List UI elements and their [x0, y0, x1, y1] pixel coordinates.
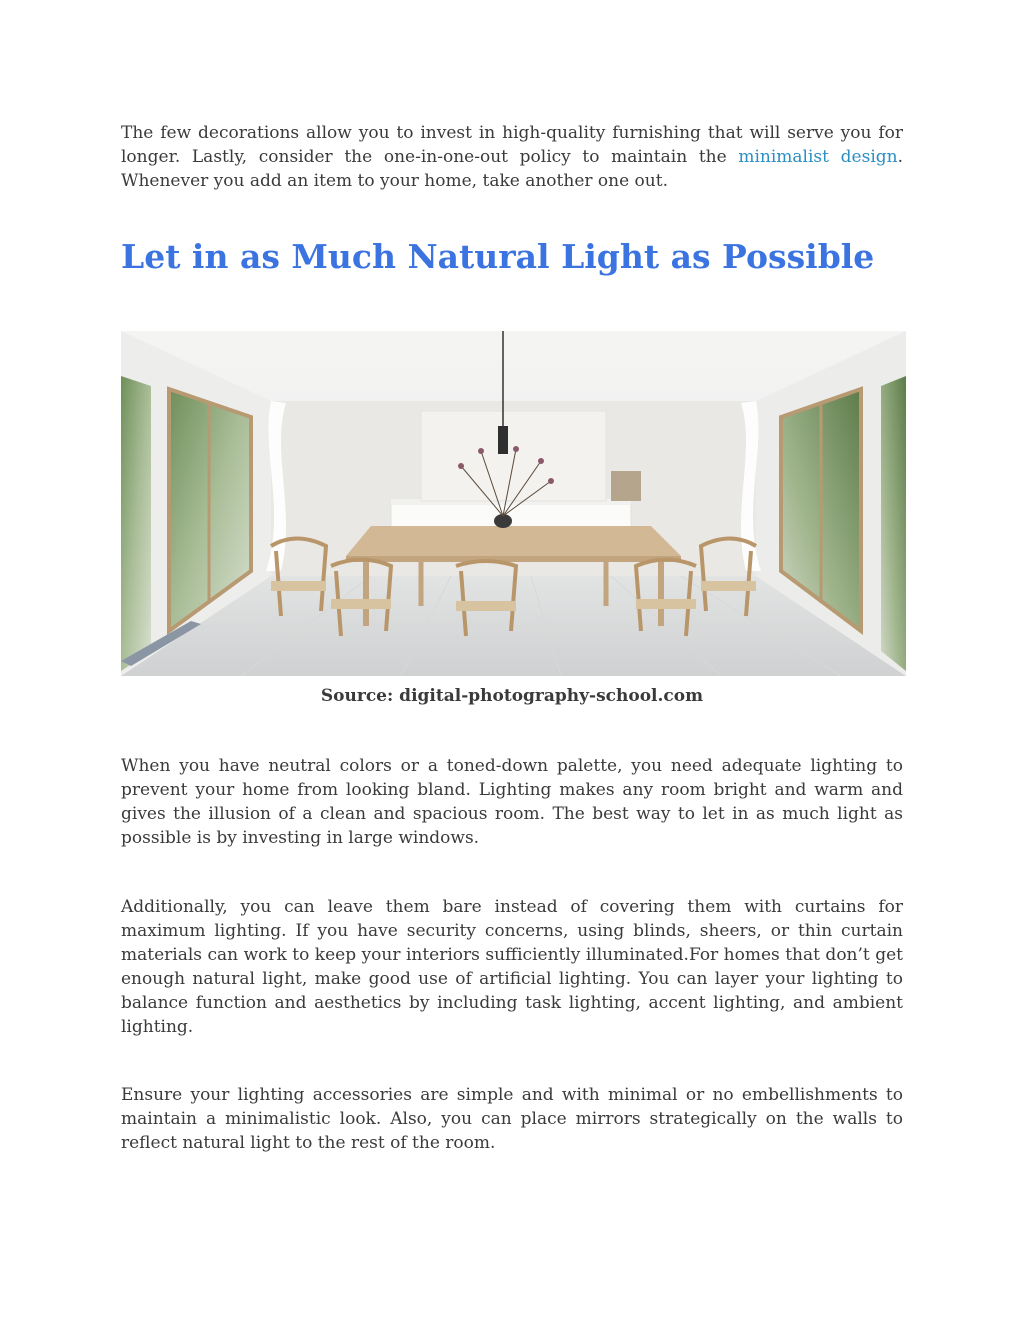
intro-text-start: The few decorations allow you to invest in high-quality furnishing that will serve you for longer. Lastly, consider the one-in-one-out policy to maintain the: [121, 123, 903, 167]
photo-caption: Source: digital-photography-school.com: [320, 686, 704, 706]
dining-room-photo: [121, 331, 906, 676]
body-paragraph-lighting: When you have neutral colors or a toned-down palette, you need adequate lighting to prevent your home from looking bland. Lighting makes any room bright and warm and gives the illusion of a clean and spacious room. The best way to let in as much light as possible is by investing in large windows.: [121, 756, 903, 848]
intro-paragraph: [121, 121, 903, 193]
minimalist-design-link[interactable]: minimalist design: [738, 147, 898, 167]
intro-text-end: . Whenever you add an item to your home, take another one out.: [121, 147, 903, 191]
body-paragraph-curtains: Additionally, you can leave them bare instead of covering them with curtains for maximum lighting. If you have security concerns, using blinds, sheers, or thin curtain materials can work to keep your interiors sufficiently illuminated.For homes that don’t get enough natural light, make good use of artificial lighting. You can layer your lighting to balance function and aesthetics by including task lighting, accent lighting, and ambient lighting.: [121, 897, 903, 1037]
section-heading: Let in as Much Natural Light as Possible: [121, 237, 875, 276]
body-paragraph-accessories: Ensure your lighting accessories are simple and with minimal or no embellishments to maintain a minimalistic look. Also, you can place mirrors strategically on the walls to reflect natural light to the rest of the room.: [121, 1085, 903, 1153]
